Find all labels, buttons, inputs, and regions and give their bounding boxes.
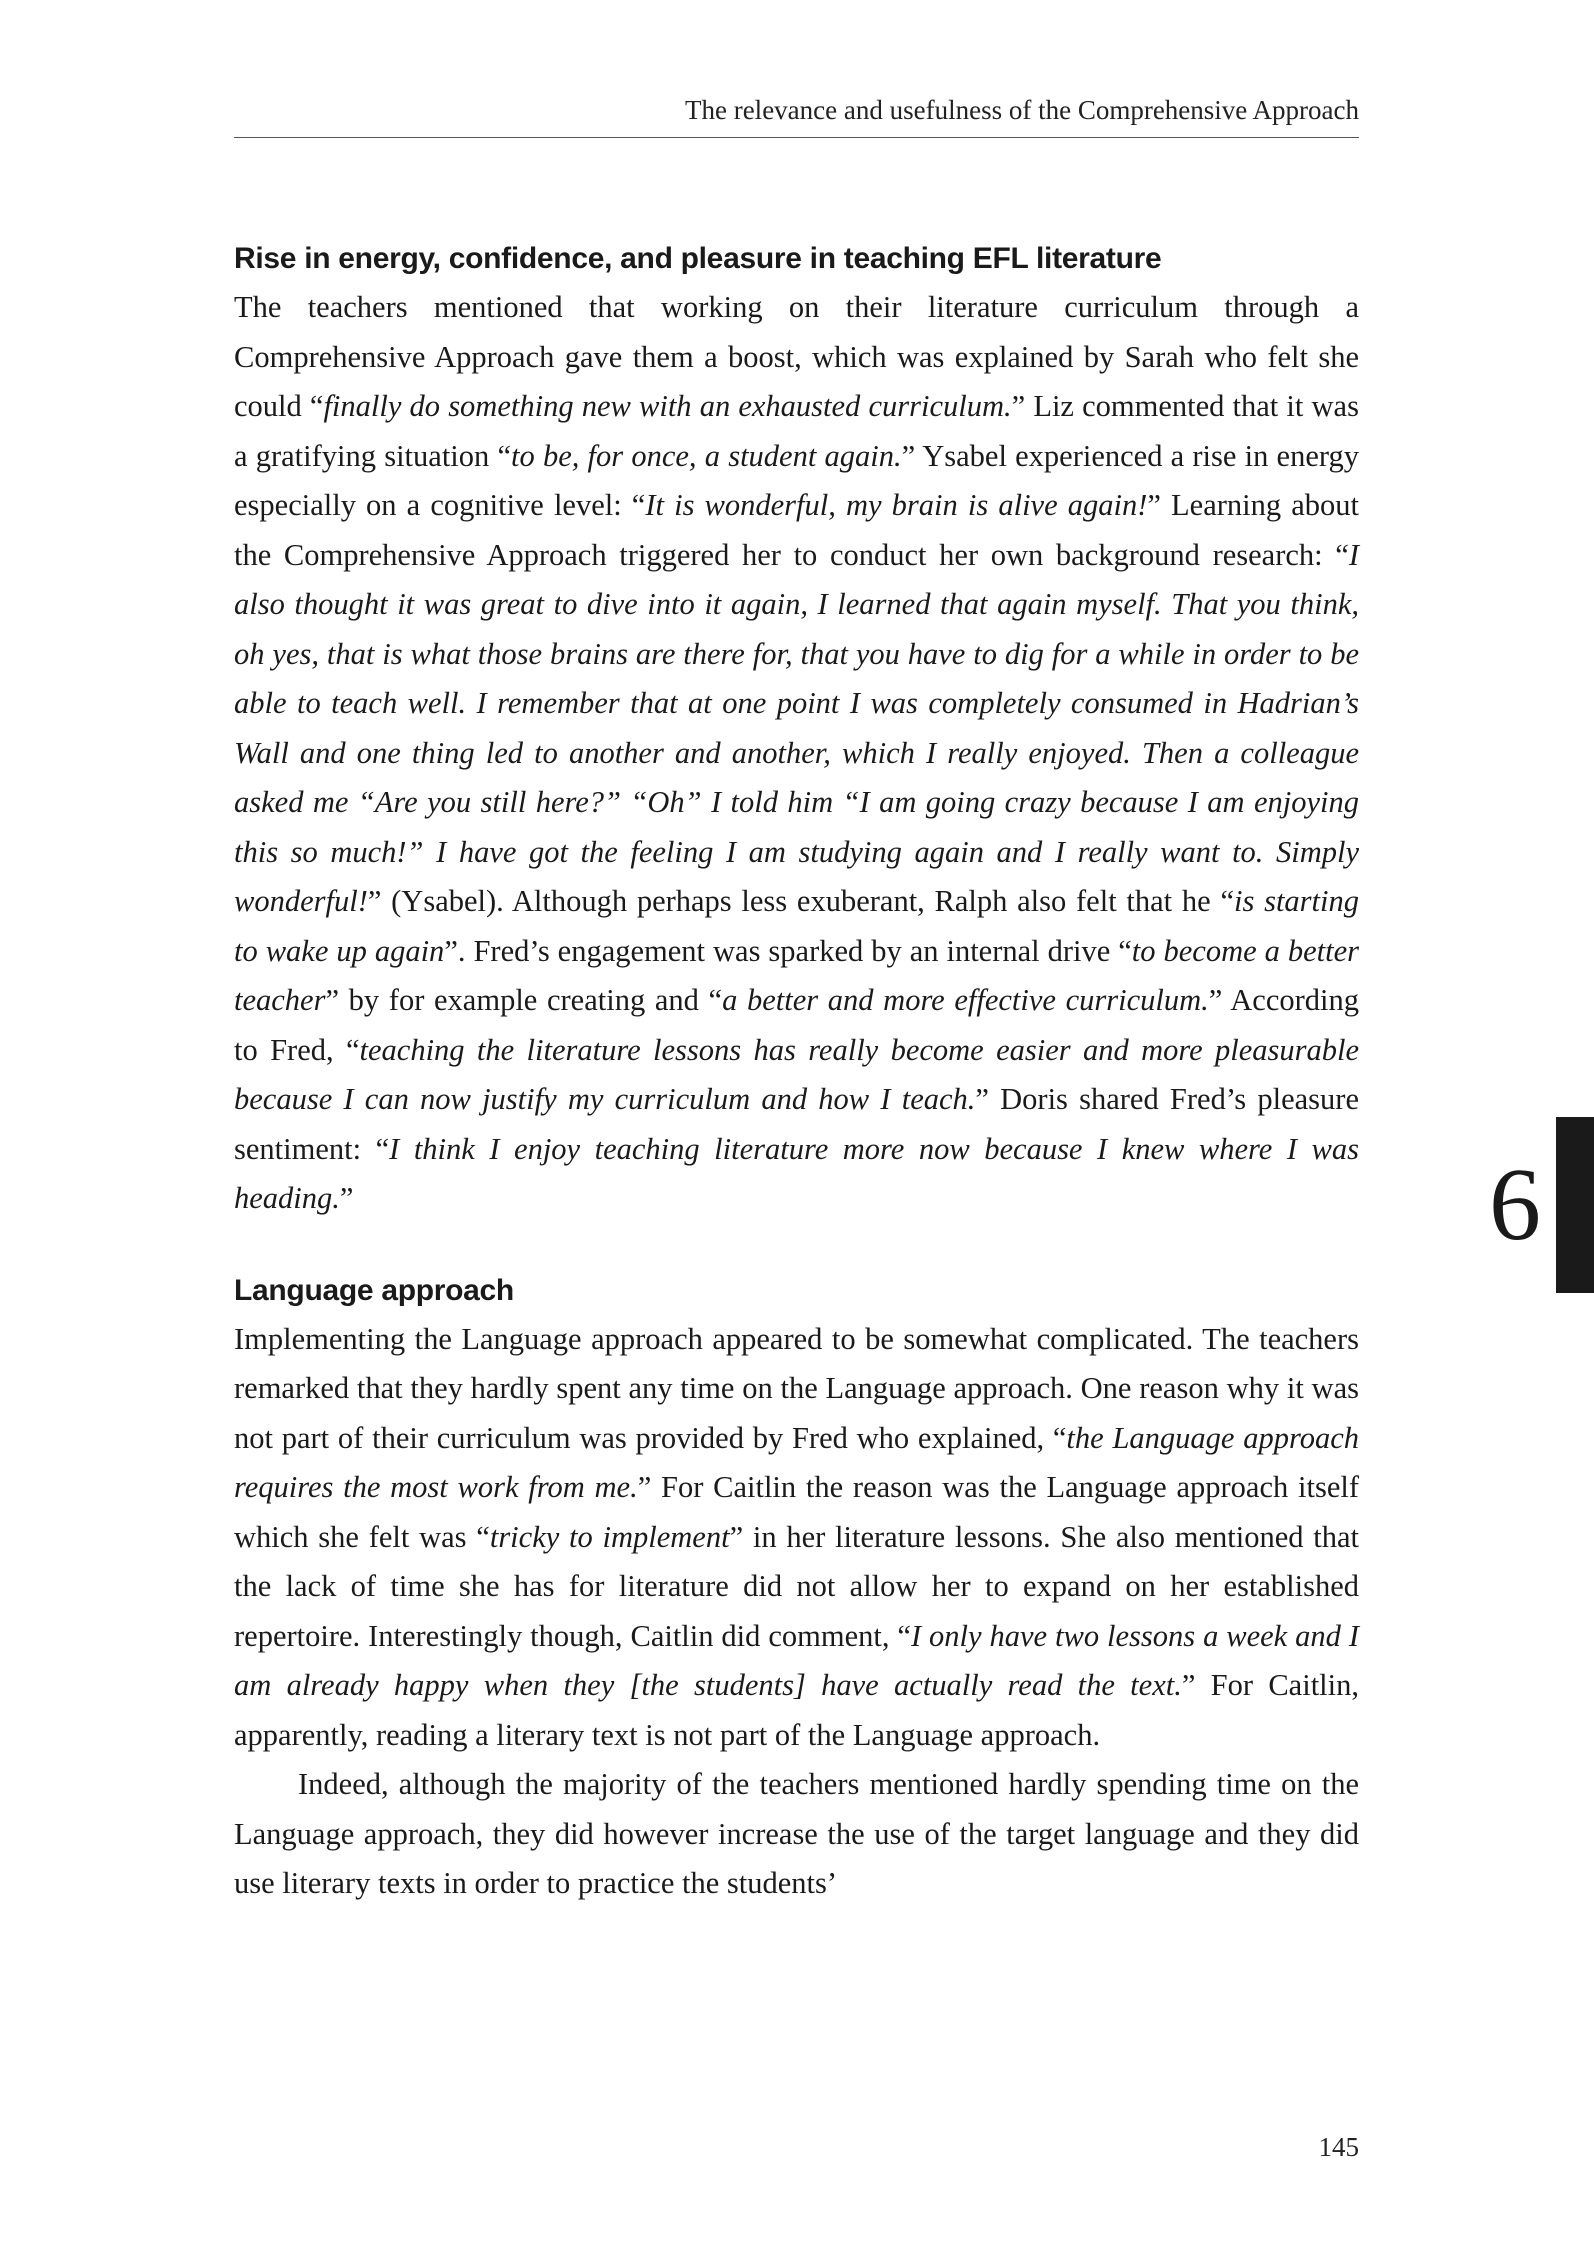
- text-run: ” Liz commented that it was a gratifying situation “: [234, 389, 1359, 473]
- text-run: ”: [339, 1181, 354, 1215]
- paragraph-energy: [234, 283, 1359, 1224]
- section-heading-energy: Rise in energy, confidence, and pleasure in teaching EFL literature: [234, 242, 1162, 275]
- quote-run: to be, for once, a student again.: [511, 438, 902, 473]
- text-run: ” For Caitlin the reason was the Language approach itself which she felt was “: [234, 1470, 1359, 1554]
- text-run: ” by for example creating and “: [325, 983, 723, 1017]
- quote-run: I think I enjoy teaching literature more now because I knew where I was heading.: [234, 1131, 1359, 1215]
- paragraph-language: [234, 1315, 1359, 1761]
- quote-run: finally do something new with an exhausted curriculum.: [323, 389, 1012, 423]
- quote-run: is starting to wake up again: [234, 884, 1359, 968]
- section-gap: [234, 1224, 1359, 1266]
- page-number: 145: [1318, 2132, 1359, 2162]
- section-heading-language: Language approach: [234, 1273, 514, 1307]
- text-run: ” Learning about the Comprehensive Approach triggered her to conduct her own background research: “: [234, 488, 1359, 572]
- quote-run: tricky to implement: [489, 1519, 730, 1554]
- text-run: ” For Caitlin, apparently, reading a literary text is not part of the Language approach.: [234, 1668, 1359, 1752]
- chapter-thumb-tab: [1556, 1117, 1594, 1293]
- paragraph-language-continued: Indeed, although the majority of the teachers mentioned hardly spending time on the Language approach, they did however increase the use of the target language and they did use literary texts in order to practice the students’: [234, 1767, 1359, 1900]
- text-run: ” Doris shared Fred’s pleasure sentiment: “: [234, 1082, 1359, 1166]
- text-run: ” According to Fred, “: [234, 983, 1360, 1067]
- text-run: ” Ysabel experienced a rise in energy especially on a cognitive level: “: [234, 438, 1359, 522]
- quote-run: to become a better teacher: [234, 933, 1359, 1017]
- text-run: ” (Ysabel). Although perhaps less exuberant, Ralph also felt that he “: [367, 884, 1234, 918]
- text-run: The teachers mentioned that working on their literature curriculum through a Comprehensive Approach gave them a boost, which was explained by Sarah who felt she could “: [234, 290, 1359, 423]
- text-run: ”. Fred’s engagement was sparked by an internal drive “: [444, 933, 1132, 968]
- page-body: [234, 234, 1359, 1909]
- quote-run: I also thought it was great to dive into it again, I learned that again myself. That you think, oh yes, that is what those brains are there for, that you have to dig for a while in order to be able to teach well. I remember that at one point I was completely consumed in Hadrian’s Wall and one thing led to another and another, which I really enjoyed. Then a colleague asked me “Are you still here?” “Oh” I told him “I am going crazy because I am enjoying this so much!” I have got the feeling I am studying again and I really want to. Simply wonderful!: [234, 537, 1359, 918]
- running-title: The relevance and usefulness of the Comprehensive Approach: [684, 95, 1359, 125]
- text-run: Implementing the Language approach appeared to be somewhat complicated. The teachers remarked that they hardly spent any time on the Language approach. One reason why it was not part of their curriculum was provided by Fred who explained, “: [234, 1321, 1359, 1455]
- chapter-number: 6: [1489, 1147, 1541, 1262]
- quote-run: teaching the literature lessons has really become easier and more pleasurable because I can now justify my curriculum and how I teach.: [234, 1032, 1359, 1116]
- quote-run: I only have two lessons a week and I am already happy when they [the students] have actually read the text.: [234, 1618, 1359, 1702]
- quote-run: a better and more effective curriculum.: [722, 983, 1209, 1017]
- quote-run: the Language approach requires the most work from me.: [234, 1420, 1359, 1504]
- quote-run: It is wonderful, my brain is alive again!: [645, 488, 1148, 522]
- running-header: [234, 90, 1359, 138]
- text-run: ” in her literature lessons. She also mentioned that the lack of time she has for literature did not allow her to expand on her established repertoire. Interestingly though, Caitlin did comment, “: [234, 1519, 1359, 1653]
